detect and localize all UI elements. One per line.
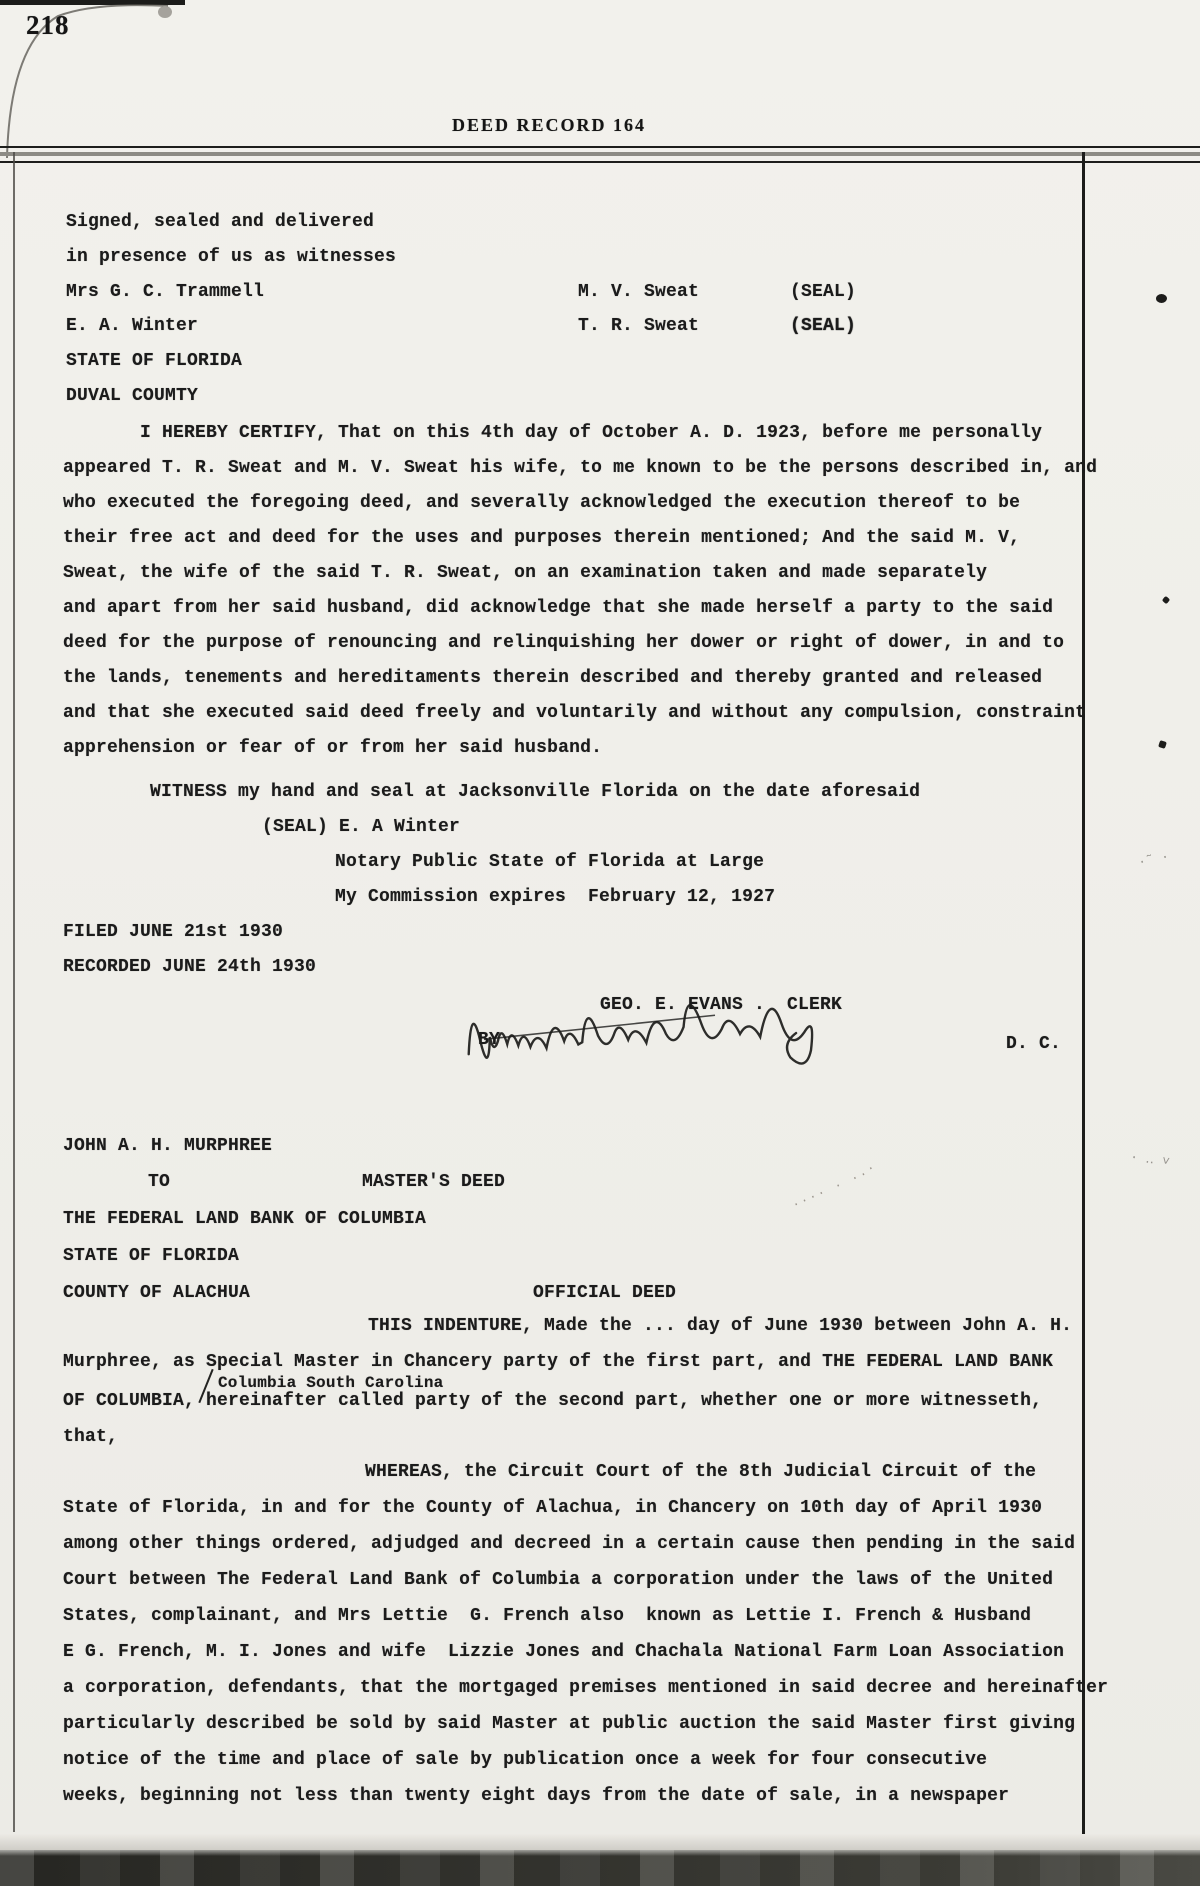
cert-line: appeared T. R. Sweat and M. V. Sweat his wife, to me known to be the persons described in, and xyxy=(63,458,1098,478)
cert-line: and that she executed said deed freely and voluntarily and without any compulsion, constraint xyxy=(63,703,1087,723)
seal-label: (SEAL) xyxy=(790,316,857,336)
pencil-mark: ·˜ · xyxy=(1136,848,1171,871)
signer-name: T. R. Sweat xyxy=(578,316,700,336)
whereas-line: Court between The Federal Land Bank of Columbia a corporation under the laws of the United xyxy=(63,1570,1054,1590)
indenture-line: that, xyxy=(63,1427,119,1447)
whereas-line: States, complainant, and Mrs Lettie G. French also known as Lettie I. French & Husband xyxy=(63,1606,1032,1626)
witness-name: Mrs G. C. Trammell xyxy=(66,282,265,302)
book-edge-bottom xyxy=(0,1850,1200,1886)
deed-type: MASTER'S DEED xyxy=(362,1172,506,1192)
cert-line: who executed the foregoing deed, and severally acknowledged the execution thereof to be xyxy=(63,493,1021,513)
whereas-line: particularly described be sold by said Master at public auction the said Master first giving xyxy=(63,1714,1076,1734)
witness-close-line: WITNESS my hand and seal at Jacksonville Florida on the date aforesaid xyxy=(150,782,921,802)
signer-name: M. V. Sweat xyxy=(578,282,700,302)
cert-line: deed for the purpose of renouncing and relinquishing her dower or right of dower, in and to xyxy=(63,633,1065,653)
header-rule-mid xyxy=(0,152,1200,156)
whereas-line: among other things ordered, adjudged and decreed in a certain cause then pending in the said xyxy=(63,1534,1076,1554)
recorded-date: RECORDED JUNE 24th 1930 xyxy=(63,957,317,977)
witness-name: E. A. Winter xyxy=(66,316,199,336)
whereas-line: weeks, beginning not less than twenty eight days from the date of sale, in a newspaper xyxy=(63,1786,1010,1806)
left-margin-rule xyxy=(13,152,15,1832)
by-label: BY xyxy=(478,1030,501,1050)
cert-line: and apart from her said husband, did acknowledge that she made herself a party to the said xyxy=(63,598,1054,618)
interline-insertion: Columbia South Carolina xyxy=(218,1374,444,1392)
ink-speck xyxy=(1162,596,1170,604)
ink-speck xyxy=(1156,294,1167,303)
whereas-line: notice of the time and place of sale by publication once a week for four consecutive xyxy=(63,1750,988,1770)
state-caption: STATE OF FLORIDA xyxy=(63,1246,240,1266)
cert-line: apprehension or fear of or from her said husband. xyxy=(63,738,603,758)
grantor-name: JOHN A. H. MURPHREE xyxy=(63,1136,273,1156)
indenture-line: Murphree, as Special Master in Chancery party of the first part, and THE FEDERAL LAND BANK xyxy=(63,1352,1054,1372)
page-header: DEED RECORD 164 xyxy=(452,115,647,135)
state-caption: STATE OF FLORIDA xyxy=(66,351,243,371)
page-number: 218 xyxy=(26,10,70,40)
indenture-line: OF COLUMBIA, hereinafter called party of the second part, whether one or more witnesseth, xyxy=(63,1391,1043,1411)
doc-line: Signed, sealed and delivered xyxy=(66,212,375,232)
commission-expiry: My Commission expires February 12, 1927 xyxy=(335,887,776,907)
doc-line: in presence of us as witnesses xyxy=(66,247,397,267)
cert-line: I HEREBY CERTIFY, That on this 4th day of October A. D. 1923, before me personally xyxy=(140,423,1043,443)
ink-speck xyxy=(158,6,172,18)
filed-date: FILED JUNE 21st 1930 xyxy=(63,922,284,942)
page-bottom-edge xyxy=(0,1834,1200,1850)
whereas-line: E G. French, M. I. Jones and wife Lizzie Jones and Chachala National Farm Loan Association xyxy=(63,1642,1065,1662)
pencil-mark: · ‥ ˅ xyxy=(1129,1149,1171,1170)
handwritten-signature xyxy=(455,967,870,1103)
notary-title: Notary Public State of Florida at Large xyxy=(335,852,765,872)
faint-stamp-mark: .... . ..· xyxy=(789,1159,879,1211)
notary-seal-signature: (SEAL) E. A Winter xyxy=(262,817,461,837)
to-label: TO xyxy=(148,1172,171,1192)
deputy-clerk-label: D. C. xyxy=(1006,1034,1062,1054)
cert-line: Sweat, the wife of the said T. R. Sweat, on an examination taken and made separately xyxy=(63,563,988,583)
clerk-name-line: GEO. E. EVANS . CLERK xyxy=(600,995,843,1015)
county-caption: DUVAL COUMTY xyxy=(66,386,199,406)
official-deed-label: OFFICIAL DEED xyxy=(533,1283,677,1303)
whereas-line: State of Florida, in and for the County of Alachua, in Chancery on 10th day of April 1930 xyxy=(63,1498,1043,1518)
whereas-line: a corporation, defendants, that the mortgaged premises mentioned in said decree and hereinafter xyxy=(63,1678,1109,1698)
cert-line: the lands, tenements and hereditaments therein described and thereby granted and released xyxy=(63,668,1043,688)
header-rule-bottom xyxy=(0,161,1200,163)
indenture-line: THIS INDENTURE, Made the ... day of June 1930 between John A. H. xyxy=(368,1316,1073,1336)
right-margin-rule xyxy=(1082,152,1085,1850)
ink-speck xyxy=(1158,740,1167,749)
county-caption: COUNTY OF ALACHUA xyxy=(63,1283,251,1303)
whereas-line: WHEREAS, the Circuit Court of the 8th Judicial Circuit of the xyxy=(365,1462,1037,1482)
seal-label: (SEAL) xyxy=(790,282,857,302)
cert-line: their free act and deed for the uses and purposes therein mentioned; And the said M. V, xyxy=(63,528,1021,548)
header-rule-top xyxy=(0,146,1200,148)
grantee-name: THE FEDERAL LAND BANK OF COLUMBIA xyxy=(63,1209,427,1229)
